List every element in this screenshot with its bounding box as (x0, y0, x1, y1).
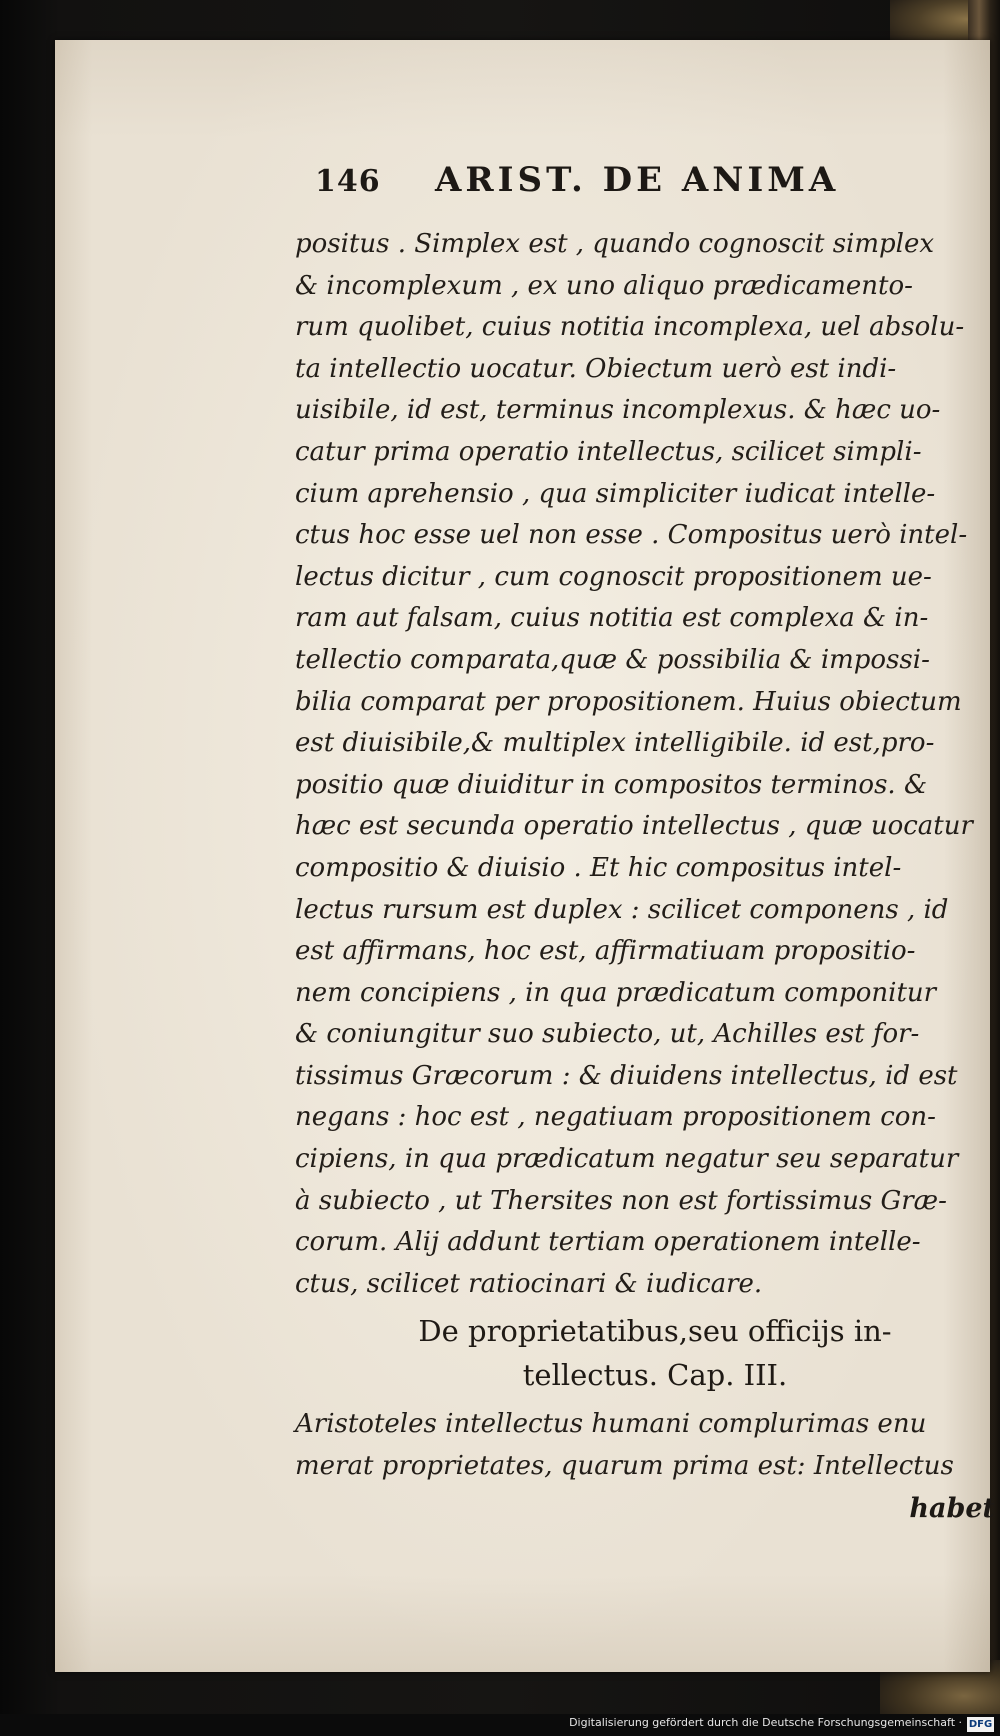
book-page (55, 40, 995, 1672)
text-line: & incomplexum , ex uno aliquo prædicamento- (295, 270, 913, 301)
text-line: cium aprehensio , qua simpliciter iudicat intelle- (295, 478, 936, 509)
chapter-heading-line: tellectus. Cap. III. (522, 1358, 788, 1393)
text-line: est affirmans, hoc est, affirmatiuam propositio- (295, 936, 916, 967)
body-text (295, 224, 1000, 1305)
text-line: nem concipiens , in qua prædicatum componitur (295, 977, 937, 1008)
footer-bar (0, 1714, 1000, 1736)
chapter-heading (295, 1309, 1000, 1397)
text-line: à subiecto , ut Thersites non est fortissimus Græ- (295, 1185, 947, 1216)
page-number: 146 (315, 164, 381, 199)
text-line: lectus rursum est duplex : scilicet componens , id (295, 894, 949, 925)
running-head (295, 160, 1000, 224)
text-line: tellectio comparata,quæ & possibilia & impossi- (295, 644, 930, 675)
text-line: est diuisibile,& multiplex intelligibile. id est,pro- (295, 728, 935, 759)
text-block (295, 160, 1000, 1531)
text-line: negans : hoc est , negatiuam propositionem con- (295, 1102, 936, 1133)
text-line: bilia comparat per propositionem. Huius obiectum (295, 686, 962, 717)
text-line: compositio & diuisio . Et hic compositus intel- (295, 852, 902, 883)
chapter-heading-line: De proprietatibus,seu officijs in- (418, 1314, 892, 1349)
text-line: tissimus Græcorum : & diuidens intellectus, id est (295, 1060, 958, 1091)
text-line: ta intellectio uocatur. Obiectum uerò est indi- (295, 353, 897, 384)
text-line: catur prima operatio intellectus, scilicet simpli- (295, 436, 922, 467)
running-title: ARIST. DE ANIMA (435, 160, 840, 200)
text-line: hæc est secunda operatio intellectus , quæ uocatur (295, 811, 973, 842)
text-line: ctus hoc esse uel non esse . Compositus uerò intel- (295, 520, 968, 551)
text-line: uisibile, id est, terminus incomplexus. & hæc uo- (295, 395, 941, 426)
text-line: & coniungitur suo subiecto, ut, Achilles est for- (295, 1019, 920, 1050)
text-line: corum. Alij addunt tertiam operationem intelle- (295, 1227, 921, 1258)
text-line: ctus, scilicet ratiocinari & iudicare. (295, 1268, 763, 1299)
text-line: rum quolibet, cuius notitia incomplexa, uel absolu- (295, 312, 965, 343)
funding-credit: Digitalisierung gefördert durch die Deutsche Forschungsgemeinschaft · (569, 1716, 962, 1729)
catchword: habet (909, 1493, 995, 1525)
text-line: Aristoteles intellectus humani complurimas enu (295, 1409, 927, 1440)
text-line: ram aut falsam, cuius notitia est complexa & in- (295, 603, 929, 634)
text-line: positio quæ diuiditur in compositos terminos. & (295, 769, 928, 800)
text-line: lectus dicitur , cum cognoscit propositionem ue- (295, 561, 932, 592)
chapter-body (295, 1403, 1000, 1487)
text-line: positus . Simplex est , quando cognoscit simplex (295, 229, 935, 259)
text-line: merat proprietates, quarum prima est: Intellectus (295, 1451, 954, 1482)
dfg-logo-icon: DFG (968, 1719, 993, 1730)
text-line: cipiens, in qua prædicatum negatur seu separatur (295, 1144, 959, 1175)
